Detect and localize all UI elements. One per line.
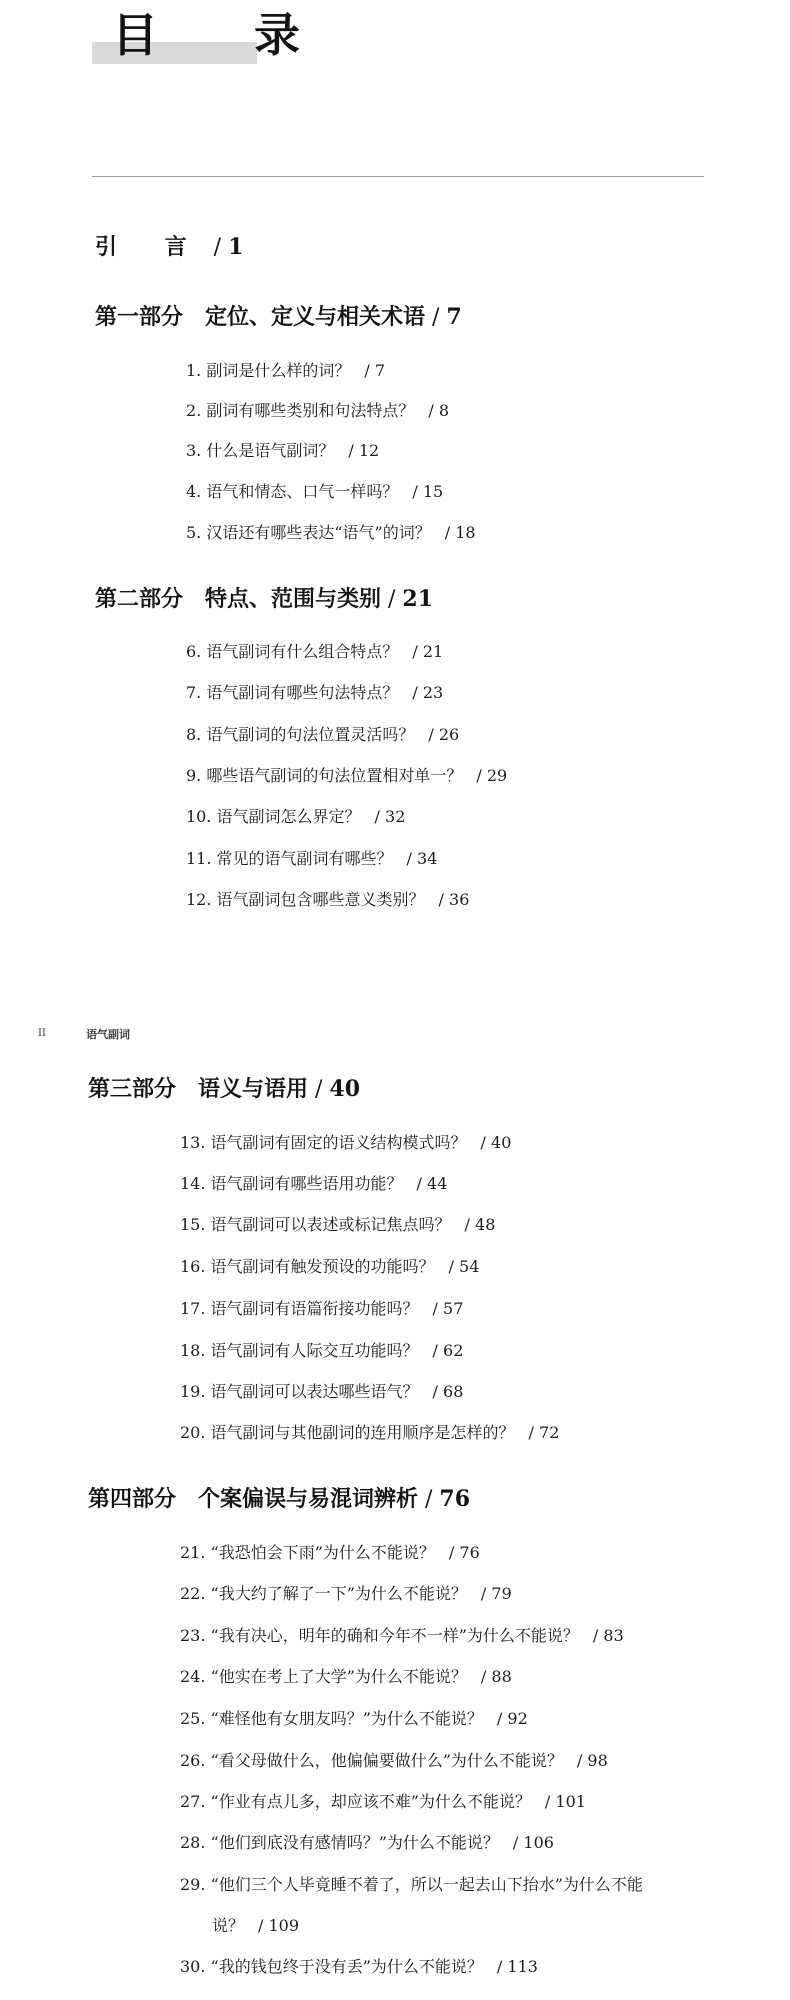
item-text: 25. “难怪他有女朋友吗？”为什么不能说？ bbox=[180, 1709, 483, 1728]
title-divider bbox=[92, 176, 704, 177]
item-page: 68 bbox=[443, 1382, 464, 1401]
item-page: 54 bbox=[459, 1257, 480, 1276]
toc-item-11[interactable]: 11. 常见的语气副词有哪些？ / 34 bbox=[186, 849, 438, 868]
toc-item-20[interactable]: 20. 语气副词与其他副词的连用顺序是怎样的？ / 72 bbox=[180, 1423, 560, 1442]
part-page: 76 bbox=[439, 1486, 471, 1512]
toc-item-27[interactable]: 27. “作业有点儿多，却应该不难”为什么不能说？ / 101 bbox=[180, 1792, 586, 1811]
item-text: 13. 语气副词有固定的语义结构模式吗？ bbox=[180, 1133, 467, 1152]
item-text: 27. “作业有点儿多，却应该不难”为什么不能说？ bbox=[180, 1792, 531, 1811]
item-page: 15 bbox=[422, 482, 444, 501]
item-page: 76 bbox=[459, 1543, 480, 1562]
item-page: 44 bbox=[427, 1174, 448, 1193]
part-title: 第二部分 特点、范围与类别 bbox=[95, 586, 382, 612]
item-text: 21. “我恐怕会下雨”为什么不能说？ bbox=[180, 1543, 435, 1562]
toc-item-28[interactable]: 28. “他们到底没有感情吗？”为什么不能说？ / 106 bbox=[180, 1833, 554, 1852]
item-page: 26 bbox=[438, 725, 460, 744]
item-page: 8 bbox=[438, 401, 450, 420]
item-page: 57 bbox=[443, 1299, 464, 1318]
item-page: 62 bbox=[443, 1341, 464, 1360]
item-text: 26. “看父母做什么，他偏偏要做什么”为什么不能说？ bbox=[180, 1751, 563, 1770]
item-text: 8. 语气副词的句法位置灵活吗？ bbox=[186, 725, 415, 744]
item-page: 109 bbox=[268, 1916, 300, 1935]
item-text: 9. 哪些语气副词的句法位置相对单一？ bbox=[186, 766, 463, 785]
toc-item-10[interactable]: 10. 语气副词怎么界定？ / 32 bbox=[186, 807, 406, 826]
item-text: 24. “他实在考上了大学”为什么不能说？ bbox=[180, 1667, 467, 1686]
toc-item-2[interactable]: 2. 副词有哪些类别和句法特点？ / 8 bbox=[186, 401, 450, 420]
toc-item-26[interactable]: 26. “看父母做什么，他偏偏要做什么”为什么不能说？ / 98 bbox=[180, 1751, 608, 1770]
toc-item-7[interactable]: 7. 语气副词有哪些句法特点？ / 23 bbox=[186, 683, 444, 702]
item-text: 12. 语气副词包含哪些意义类别？ bbox=[186, 890, 425, 909]
item-text: 3. 什么是语气副词？ bbox=[186, 441, 335, 460]
toc-item-18[interactable]: 18. 语气副词有人际交互功能吗？ / 62 bbox=[180, 1341, 464, 1360]
toc-item-3[interactable]: 3. 什么是语气副词？ / 12 bbox=[186, 441, 380, 460]
part-page: 7 bbox=[446, 304, 462, 330]
item-text: 14. 语气副词有哪些语用功能？ bbox=[180, 1174, 403, 1193]
item-page: 12 bbox=[358, 441, 380, 460]
toc-item-29[interactable] bbox=[180, 1872, 643, 1895]
part-heading-4[interactable]: 第四部分 个案偏误与易混词辨析 / 76 bbox=[88, 1486, 471, 1512]
running-head-book-title: 语气副词 bbox=[86, 1028, 130, 1041]
toc-item-12[interactable]: 12. 语气副词包含哪些意义类别？ / 36 bbox=[186, 890, 470, 909]
intro-label: 引 言 bbox=[95, 234, 207, 260]
part-page: 40 bbox=[329, 1076, 361, 1102]
item-text: 30. “我的钱包终于没有丢”为什么不能说？ bbox=[180, 1957, 483, 1976]
item-page: 36 bbox=[449, 890, 470, 909]
item-text: 15. 语气副词可以表述或标记焦点吗？ bbox=[180, 1215, 451, 1234]
item-text: 18. 语气副词有人际交互功能吗？ bbox=[180, 1341, 419, 1360]
item-page: 101 bbox=[555, 1792, 586, 1811]
item-page: 83 bbox=[603, 1626, 624, 1645]
part-heading-3[interactable]: 第三部分 语义与语用 / 40 bbox=[88, 1076, 361, 1102]
toc-item-17[interactable]: 17. 语气副词有语篇衔接功能吗？ / 57 bbox=[180, 1299, 464, 1318]
item-page: 23 bbox=[422, 683, 444, 702]
toc-item-9[interactable]: 9. 哪些语气副词的句法位置相对单一？ / 29 bbox=[186, 766, 508, 785]
item-page: 34 bbox=[417, 849, 438, 868]
item-page: 18 bbox=[455, 523, 476, 542]
item-page: 48 bbox=[475, 1215, 496, 1234]
item-page: 92 bbox=[507, 1709, 528, 1728]
item-page: 88 bbox=[491, 1667, 512, 1686]
toc-item-24[interactable]: 24. “他实在考上了大学”为什么不能说？ / 88 bbox=[180, 1667, 512, 1686]
item-page: 72 bbox=[539, 1423, 560, 1442]
item-text: 5. 汉语还有哪些表达“语气”的词？ bbox=[186, 523, 431, 542]
toc-item-29-continuation[interactable]: 说？ / 109 bbox=[212, 1916, 300, 1935]
toc-item-15[interactable]: 15. 语气副词可以表述或标记焦点吗？ / 48 bbox=[180, 1215, 496, 1234]
toc-page-two bbox=[0, 1000, 790, 2000]
toc-item-16[interactable]: 16. 语气副词有触发预设的功能吗？ / 54 bbox=[180, 1257, 480, 1276]
item-page: 98 bbox=[587, 1751, 608, 1770]
item-text: 10. 语气副词怎么界定？ bbox=[186, 807, 361, 826]
part-title: 第一部分 定位、定义与相关术语 bbox=[95, 304, 426, 330]
toc-item-21[interactable]: 21. “我恐怕会下雨”为什么不能说？ / 76 bbox=[180, 1543, 480, 1562]
item-page: 21 bbox=[422, 642, 444, 661]
toc-item-1[interactable]: 1. 副词是什么样的词？ / 7 bbox=[186, 361, 386, 380]
item-page: 113 bbox=[507, 1957, 538, 1976]
toc-title-block bbox=[92, 6, 341, 64]
toc-item-30[interactable]: 30. “我的钱包终于没有丢”为什么不能说？ / 113 bbox=[180, 1957, 538, 1976]
item-text: 4. 语气和情态、口气一样吗？ bbox=[186, 482, 399, 501]
item-text: 22. “我大约了解了一下”为什么不能说？ bbox=[180, 1584, 467, 1603]
toc-item-6[interactable]: 6. 语气副词有什么组合特点？ / 21 bbox=[186, 642, 444, 661]
toc-item-5[interactable]: 5. 汉语还有哪些表达“语气”的词？ / 18 bbox=[186, 523, 476, 542]
item-page: 40 bbox=[491, 1133, 512, 1152]
item-page: 29 bbox=[486, 766, 508, 785]
part-title: 第四部分 个案偏误与易混词辨析 bbox=[88, 1486, 419, 1512]
toc-item-19[interactable]: 19. 语气副词可以表达哪些语气？ / 68 bbox=[180, 1382, 464, 1401]
item-page: 7 bbox=[374, 361, 386, 380]
item-page: 106 bbox=[523, 1833, 554, 1852]
part-page: 21 bbox=[402, 586, 434, 612]
toc-item-23[interactable]: 23. “我有决心，明年的确和今年不一样”为什么不能说？ / 83 bbox=[180, 1626, 624, 1645]
item-text: 1. 副词是什么样的词？ bbox=[186, 361, 351, 380]
item-text: 28. “他们到底没有感情吗？”为什么不能说？ bbox=[180, 1833, 499, 1852]
item-text: 19. 语气副词可以表达哪些语气？ bbox=[180, 1382, 419, 1401]
item-text: 7. 语气副词有哪些句法特点？ bbox=[186, 683, 399, 702]
toc-intro-entry[interactable]: 引 言 / 1 bbox=[95, 234, 244, 260]
item-text: 29. “他们三个人毕竟睡不着了，所以一起去山下抬水”为什么不能 bbox=[180, 1875, 643, 1894]
item-page: 32 bbox=[385, 807, 406, 826]
running-head-page-numeral: II bbox=[38, 1028, 46, 1039]
part-title: 第三部分 语义与语用 bbox=[88, 1076, 309, 1102]
part-heading-1[interactable]: 第一部分 定位、定义与相关术语 / 7 bbox=[95, 304, 462, 330]
intro-page: 1 bbox=[228, 234, 244, 260]
toc-item-4[interactable]: 4. 语气和情态、口气一样吗？ / 15 bbox=[186, 482, 444, 501]
toc-item-8[interactable]: 8. 语气副词的句法位置灵活吗？ / 26 bbox=[186, 725, 460, 744]
toc-item-13[interactable]: 13. 语气副词有固定的语义结构模式吗？ / 40 bbox=[180, 1133, 512, 1152]
item-text: 6. 语气副词有什么组合特点？ bbox=[186, 642, 399, 661]
item-text: 16. 语气副词有触发预设的功能吗？ bbox=[180, 1257, 435, 1276]
item-text: 2. 副词有哪些类别和句法特点？ bbox=[186, 401, 415, 420]
toc-item-25[interactable]: 25. “难怪他有女朋友吗？”为什么不能说？ / 92 bbox=[180, 1709, 528, 1728]
item-text: 20. 语气副词与其他副词的连用顺序是怎样的？ bbox=[180, 1423, 515, 1442]
item-text-continuation: 说？ bbox=[212, 1916, 245, 1935]
item-text: 17. 语气副词有语篇衔接功能吗？ bbox=[180, 1299, 419, 1318]
item-text: 11. 常见的语气副词有哪些？ bbox=[186, 849, 393, 868]
item-page: 79 bbox=[491, 1584, 512, 1603]
part-heading-2[interactable]: 第二部分 特点、范围与类别 / 21 bbox=[95, 586, 434, 612]
toc-item-22[interactable]: 22. “我大约了解了一下”为什么不能说？ / 79 bbox=[180, 1584, 512, 1603]
toc-item-14[interactable]: 14. 语气副词有哪些语用功能？ / 44 bbox=[180, 1174, 448, 1193]
item-text: 23. “我有决心，明年的确和今年不一样”为什么不能说？ bbox=[180, 1626, 579, 1645]
toc-title: 目 录 bbox=[112, 8, 341, 62]
